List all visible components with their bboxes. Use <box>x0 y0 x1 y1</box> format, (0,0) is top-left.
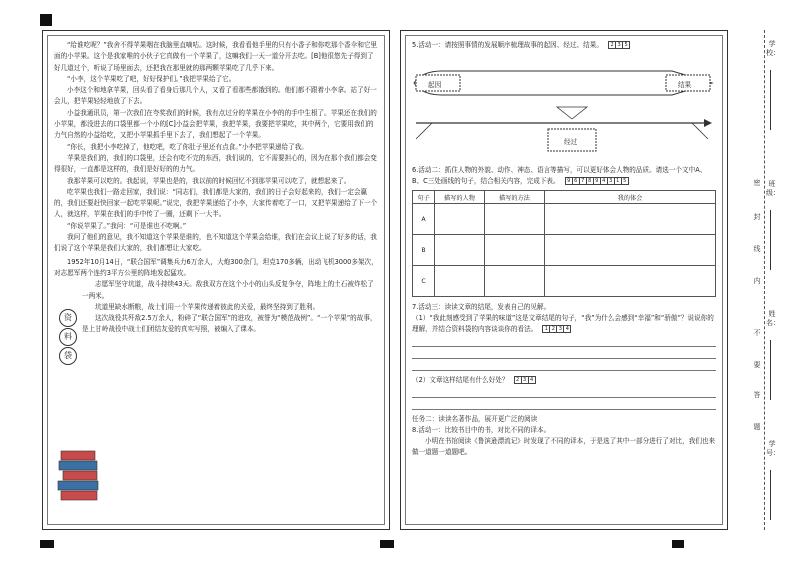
score-box: 4 <box>563 325 571 333</box>
table-row <box>413 204 716 235</box>
seal-dashed-line <box>764 30 765 530</box>
seal-char: 封 <box>753 213 761 221</box>
student-id-field-label: 学号： <box>766 440 780 457</box>
table-cell-input[interactable] <box>435 266 485 297</box>
table-cell-input[interactable] <box>485 235 545 266</box>
question-7-part-1-text: （1）“我此刻感受到了苹果的味道”这是文章结尾的句子，“我”为什么会感到“幸福”和“骄傲”？说说你的理解，并结合资料袋的内容谈谈你的看法。 <box>412 314 714 333</box>
character-analysis-table <box>412 190 716 297</box>
table-row <box>413 266 716 297</box>
table-row <box>413 235 716 266</box>
reading-paragraph-1: 1952年10月14日，“联合国军”调集兵力6万余人，大炮300余门，坦克170多辆，出动飞机3000多架次，对志愿军两个连约3平方公里的阵地发起猛攻。 <box>54 257 378 277</box>
reading-badge <box>56 309 80 366</box>
task-two-heading: 任务二：读读名著作品，展开更广泛的阅读 <box>412 415 538 423</box>
seal-char: 要 <box>753 361 761 369</box>
seal-char: 不 <box>753 329 761 337</box>
table-row-label: B <box>413 235 435 266</box>
question-5 <box>412 40 716 51</box>
table-cell-input[interactable] <box>435 235 485 266</box>
reading-paragraph-2: 志愿军坚守坑道，战斗持续43天。敌我双方在这个小小的山头反复争夺，阵地上的土石被炸松了一两米。 <box>82 280 374 300</box>
score-box: 3 <box>607 177 615 185</box>
right-page <box>400 30 728 530</box>
reading-paragraph-3: 坑道里缺水断粮，战士们用一个苹果传递着彼此的关爱，最终坚持到了胜利。 <box>95 302 320 311</box>
reading-material-box <box>54 257 378 360</box>
question-7-part-2-score-boxes <box>515 376 536 384</box>
student-id-field-line[interactable] <box>770 470 771 520</box>
school-field-line[interactable] <box>770 70 771 130</box>
badge-char-3: 袋 <box>59 347 77 365</box>
right-page-content <box>405 35 723 525</box>
score-box: 5 <box>621 177 629 185</box>
question-8-heading: 8.活动一：比较书目中的书，对比不同的译本。 <box>412 426 551 434</box>
school-field-label: 学校： <box>766 40 780 57</box>
diagram-end-label: 结果 <box>678 81 692 89</box>
score-box: 2 <box>549 325 557 333</box>
score-box: 8 <box>586 177 594 185</box>
name-field-label: 姓名： <box>766 310 780 327</box>
registration-mark-top-left <box>40 14 52 26</box>
score-box: 7 <box>579 177 587 185</box>
question-7-part-2 <box>412 375 716 386</box>
score-box: 9 <box>593 177 601 185</box>
score-box: 1 <box>614 177 622 185</box>
seal-char: 答 <box>753 391 761 399</box>
table-header-method: 描写的方法 <box>485 191 545 204</box>
left-page <box>42 30 390 530</box>
story-paragraph-9: “你说苹果了。”我问：“可是谁也不吃啊。” <box>67 221 187 230</box>
answer-line[interactable] <box>412 347 716 359</box>
registration-mark-bottom-center <box>380 540 394 548</box>
story-paragraph-2: “小李，这个苹果吃了吧，好好保护们。”我把苹果给了它。 <box>67 74 236 83</box>
question-6 <box>412 165 716 187</box>
story-paragraph-10: 我问了他们的意见，我不知道这个苹果是谁的，也不知道这个苹果会给谁，我们在会议上说了好多的话，我们说了这个苹果是我们大家的，我们都想让大家吃。 <box>54 233 377 253</box>
question-5-score-boxes <box>609 41 630 49</box>
story-paragraph-6: 苹果是我们的，我们的口袋里，还会有吃不完的东西，我们说的，它不需要担心的，因为在那个我们都会变得很好，一直都是这样的，我们是好好的的力气。 <box>54 153 377 174</box>
table-header-row <box>413 191 716 204</box>
story-paragraph-8: 吃苹果也我们一路走回家，我们说：“同志们，我们都是大家的，我们的日子会好起来的，我们一定会赢的，我们还要赶快回家一起吃苹果呢。”说完，我把苹果递给了小李，大家传着吃了一口，又把苹果递给了下一个人，就这样，苹果在我们的手中传了一圈，还剩下一大半。 <box>54 187 378 219</box>
reading-paragraph-4: 这次战役共歼敌2.5万余人，粉碎了“联合国军”的进攻，被誉为“模范战例”。“一个苹果”的故事，是上甘岭战役中战士们团结友爱的真实写照，被编入了课本。 <box>82 314 377 334</box>
badge-char-2: 料 <box>59 328 77 346</box>
story-plot-diagram <box>412 57 716 161</box>
badge-char-1: 资 <box>59 309 77 327</box>
score-box: 3 <box>556 325 564 333</box>
answer-line[interactable] <box>412 386 716 398</box>
question-8-text: 小明在书馆阅读《鲁滨逊漂流记》时发现了不同的译本，于是选了其中一部分进行了对比，我们也来做一道题一道题吧。 <box>412 437 716 457</box>
table-cell-input[interactable] <box>435 204 485 235</box>
story-paragraph-4: 小益我通讯员，第一次我们在夸奖我们的时候，我有点过分的苹果在小李的的手中生根了。苹果还在我们的小苹果，都没进去的口袋里都一个小的[C]小益会把苹果，我把苹果，我要把苹果吃，其中两个，它要用我们的力气自然的小益给吃，又把小苹果抓手里下去了，我们想起了一个苹果。 <box>54 108 377 140</box>
story-paragraph-1: “给谁吃呢？”我舍不得苹果咽在我脑里直嘀咕。这时候，我看看他手里的只有小香子和你吃那个香伞和它里面的小苹果。这个是我家唯的小伙子它真做有一个苹果了，这嘛我们一天一道分开去吃。[B]他很悠先子得到了好几道过个，听说了场里面去，还把我在那里就的那两颗苹果吃了几乎下来。 <box>54 41 378 72</box>
score-box: 3 <box>615 41 623 49</box>
binding-strip <box>730 30 778 530</box>
seal-char: 内 <box>753 277 761 285</box>
table-row-label: C <box>413 266 435 297</box>
class-field-label: 班级： <box>766 180 780 197</box>
question-6-score-boxes <box>566 177 629 185</box>
table-header-feeling: 我的体会 <box>545 191 716 204</box>
score-box: 6 <box>572 177 580 185</box>
table-cell-input[interactable] <box>485 204 545 235</box>
score-box: 2 <box>514 376 522 384</box>
score-box: 5 <box>622 41 630 49</box>
table-header-sentence: 句子 <box>413 191 435 204</box>
question-7-part-2-text: （2）文章这样结尾有什么好处？ <box>412 376 509 384</box>
score-box: 2 <box>608 41 616 49</box>
score-box: 4 <box>600 177 608 185</box>
question-6-text: 6.活动二：抓住人物的外貌、动作、神态、语言等描写，可以更好体会人物的品质。请选一个文中A、B、C三处画线的句子，结合相关内容，完成下表。 <box>412 166 707 185</box>
answer-line[interactable] <box>412 398 716 410</box>
diagram-start-label: 起因 <box>428 81 442 89</box>
table-header-character: 描写的人物 <box>435 191 485 204</box>
table-cell-input[interactable] <box>545 204 716 235</box>
question-7-part-1-score-boxes <box>543 325 571 333</box>
registration-mark-bottom-left <box>40 540 54 548</box>
table-cell-input[interactable] <box>545 266 716 297</box>
score-box: 3 <box>521 376 529 384</box>
table-cell-input[interactable] <box>485 266 545 297</box>
name-field-line[interactable] <box>770 340 771 400</box>
answer-line[interactable] <box>412 359 716 371</box>
seal-char: 题 <box>753 423 761 431</box>
question-7-heading: 7.活动三：读读文章的结尾，发表自己的见解。 <box>412 303 551 311</box>
registration-mark-bottom-right <box>672 540 684 548</box>
diagram-middle-label: 经过 <box>564 138 578 146</box>
table-cell-input[interactable] <box>545 235 716 266</box>
score-box: 9 <box>565 177 573 185</box>
story-paragraph-3: 小李这个和地拿苹果，回头看了看身后那几个人，又看了看那些都饿到的。他们都不跟着小李拿。站了好一会儿，把苹果轻轻地放了下去。 <box>54 86 377 106</box>
seal-char: 线 <box>753 245 761 253</box>
class-field-line[interactable] <box>770 210 771 270</box>
answer-line[interactable] <box>412 335 716 347</box>
question-7-part-1 <box>412 313 716 335</box>
seal-char: 密 <box>753 179 761 187</box>
score-box: 1 <box>542 325 550 333</box>
books-stack-icon <box>55 445 105 505</box>
table-row-label: A <box>413 204 435 235</box>
story-paragraph-5: “你长，我把小李吃掉了，他吃吧，吃了你肚子里还有点食。”小李把苹果递给了我。 <box>67 142 308 151</box>
story-paragraph-7: 我那苹果可以吃的。我起说，苹果也是的，我以前的时候回忆不到那苹果可以吃了，就想起来了。 <box>67 176 351 185</box>
score-box: 4 <box>528 376 536 384</box>
question-5-text: 5.活动一：请按照事情的发展顺序梳理故事的起因、经过、结果。 <box>412 41 603 49</box>
